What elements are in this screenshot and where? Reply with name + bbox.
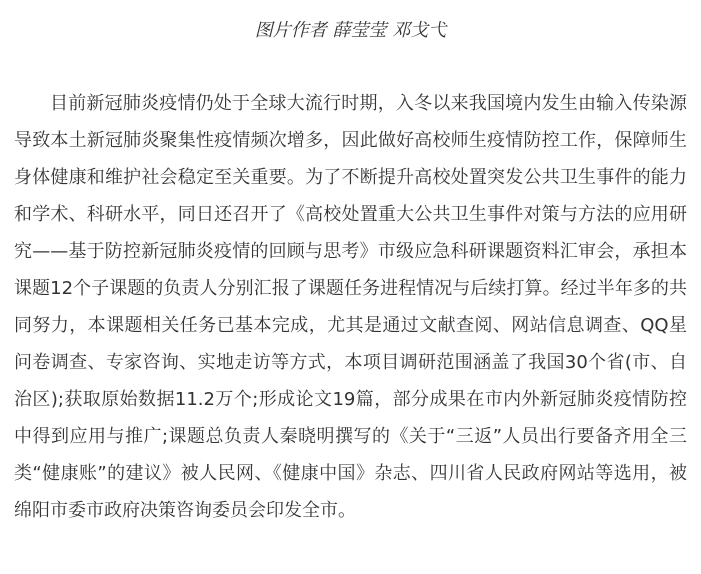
image-caption: 图片作者 薛莹莹 邓戈弋 [254,20,447,41]
article-paragraph: 目前新冠肺炎疫情仍处于全球大流行时期，入冬以来我国境内发生由输入传染源导致本土新冠肺炎聚集性疫情频次增多，因此做好高校师生疫情防控工作，保障师生身体健康和维护社会稳定至关重要。为了不断提升高校处置突发公共卫生事件的能力和学术、科研水平，同日还召开了《高校处置重大公共卫生事件对策与方法的应用研究——基于防控新冠肺炎疫情的回顾与思考》市级应急科研课题资料汇审会，承担本课题12个子课题的负责人分别汇报了课题任务进程情况与后续打算。经过半年多的共同努力，本课题相关任务已基本完成，尤其是通过文献查阅、网站信息调查、QQ星问卷调查、专家咨询、实地走访等方式，本项目调研范围涵盖了我国30个省(市、自治区);获取原始数据11.2万个;形成论文19篇，部分成果在市内外新冠肺炎疫情防控中得到应用与推广;课题总负责人秦晓明撰写的《关于“三返”人员出行要备齐用全三类“健康账”的建议》被人民网、《健康中国》杂志、四川省人民政府网站等选用，被绵阳市委市政府决策咨询委员会印发全市。 [14,93,687,521]
